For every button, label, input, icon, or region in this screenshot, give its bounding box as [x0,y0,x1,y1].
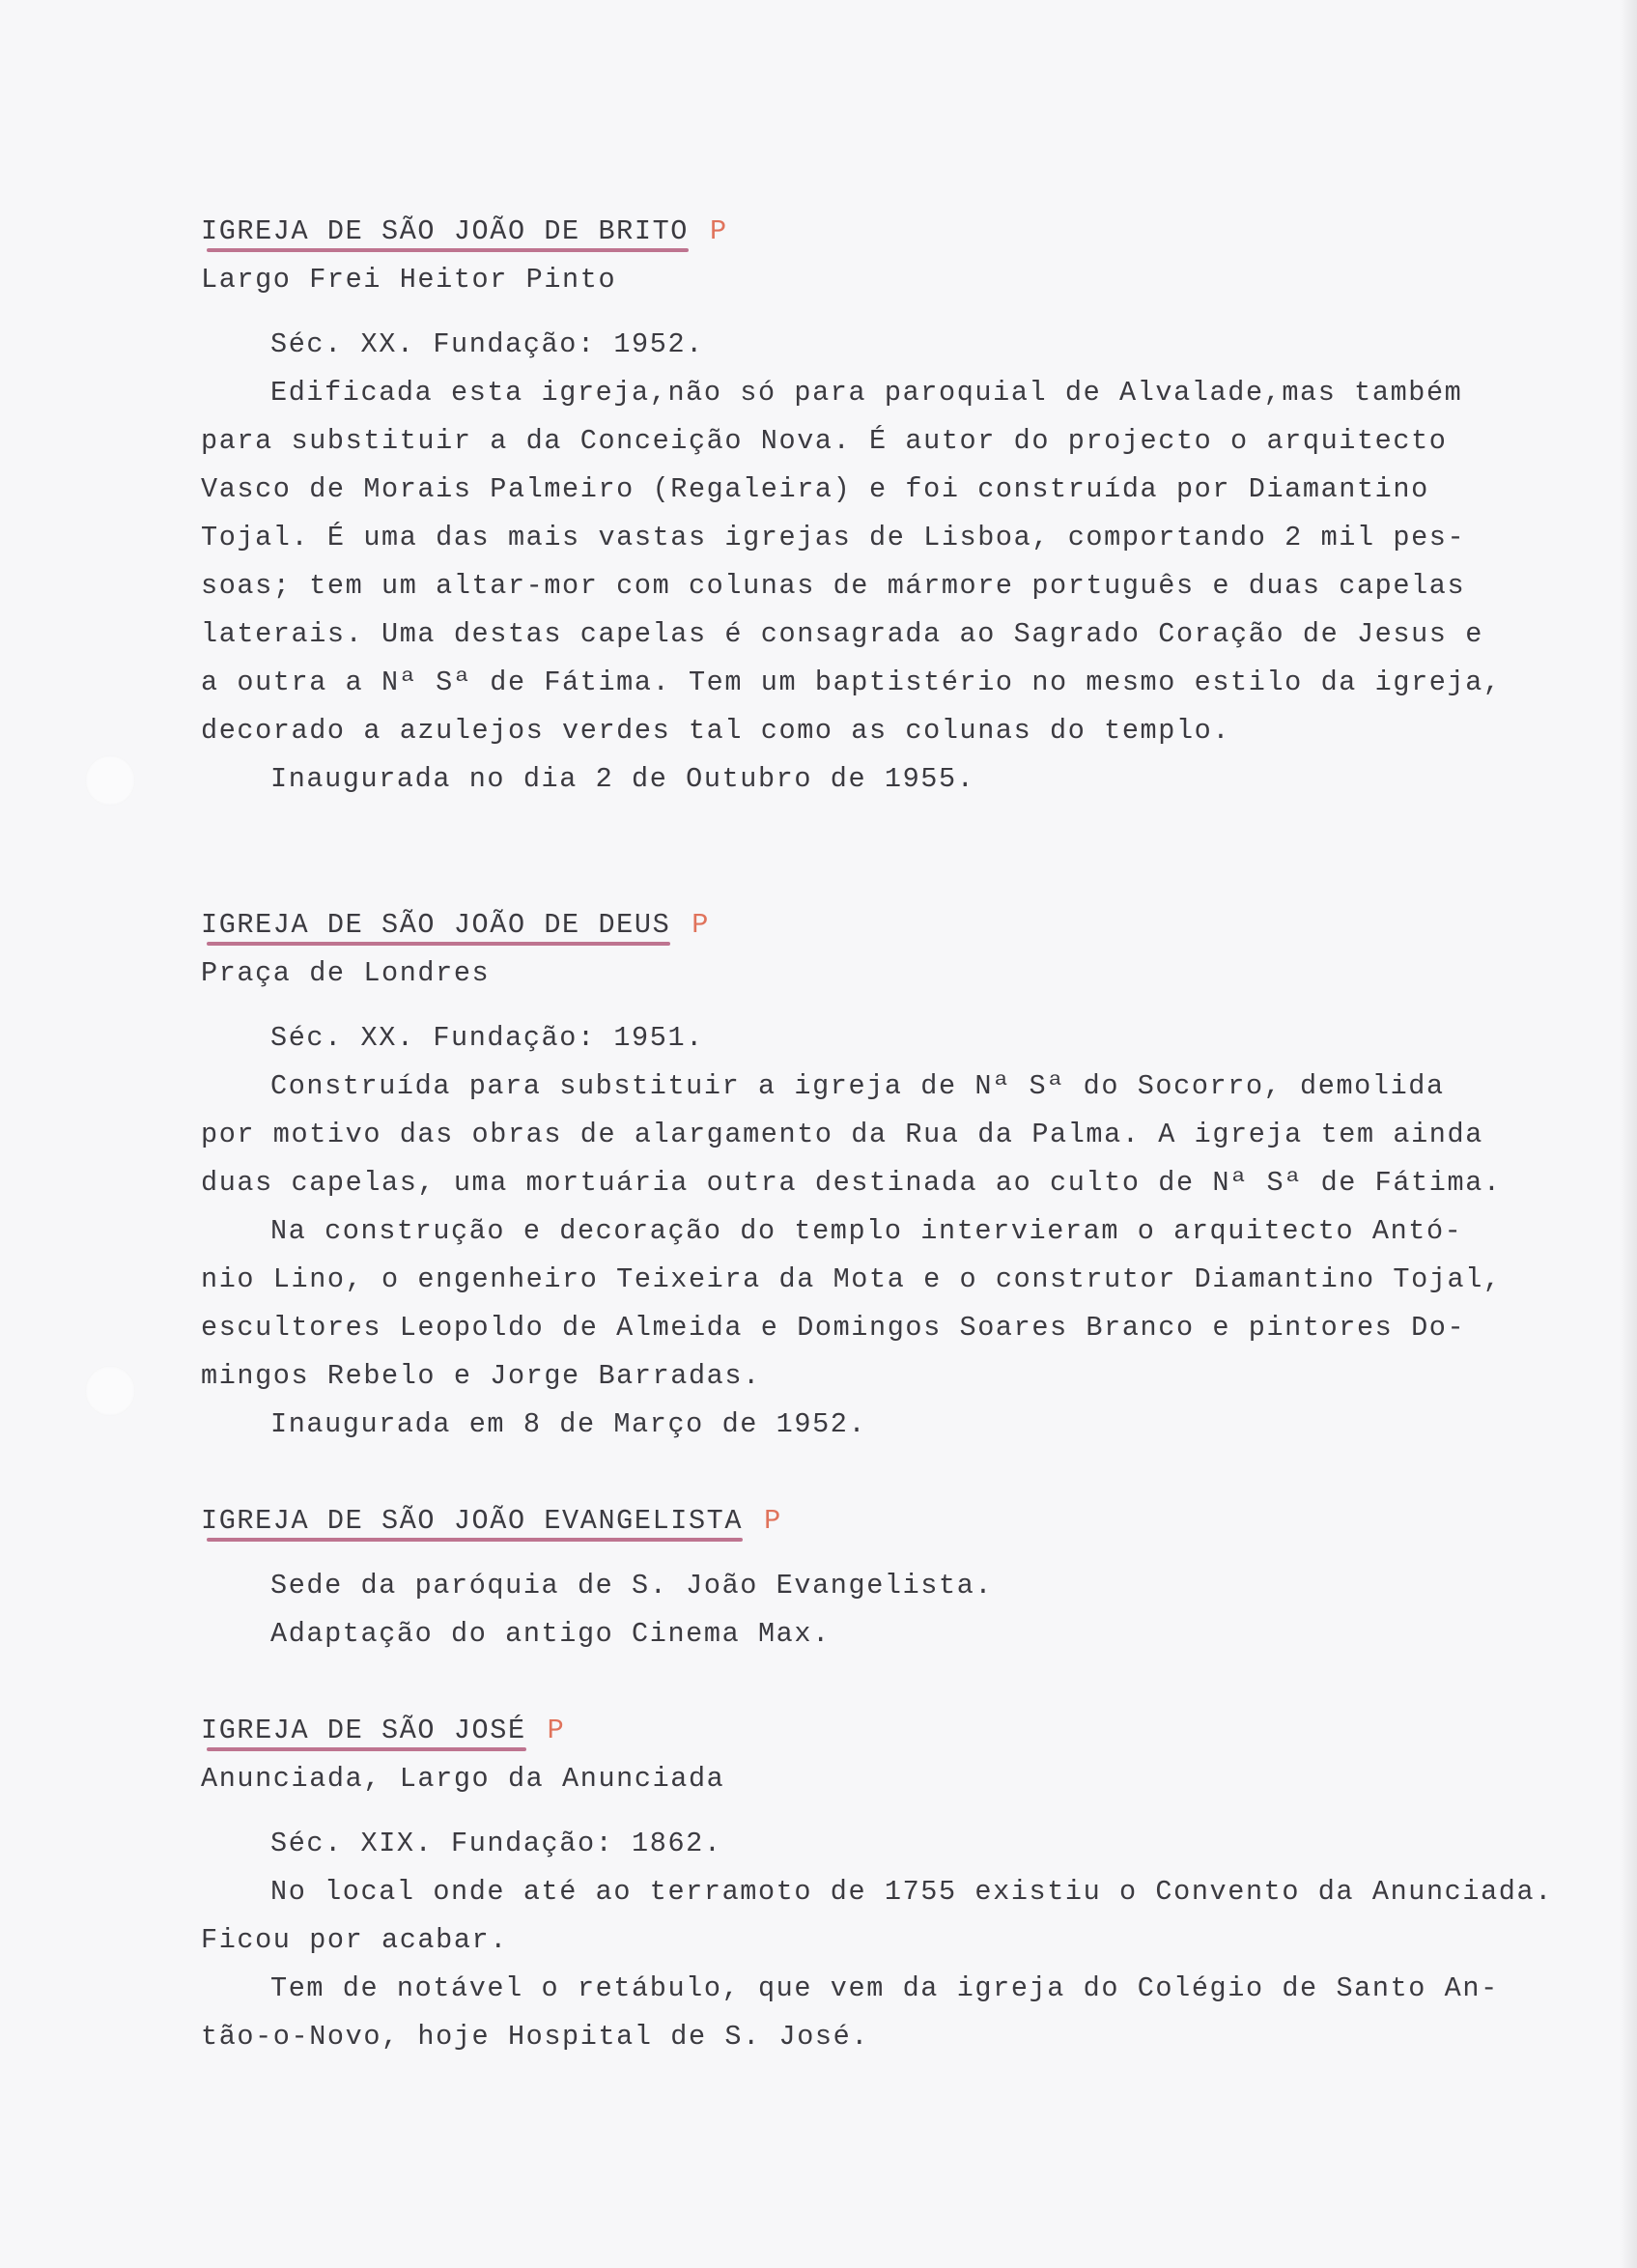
entry-text-line: mingos Rebelo e Jorge Barradas. [201,1360,761,1392]
entry-text-line: Edificada esta igreja,não só para paroquial de Alvalade,mas também [270,377,1463,409]
entry-marker: P [764,1505,781,1537]
entry-text-line: Séc. XX. Fundação: 1951. [270,1022,704,1054]
entry-text-line: Tojal. É uma das mais vastas igrejas de Lisboa, comportando 2 mil pes- [201,522,1466,553]
entry-text-line: Inaugurada em 8 de Março de 1952. [270,1408,867,1440]
entry-marker: P [691,909,709,941]
entry-text-line: tão-o-Novo, hoje Hospital de S. José. [201,2021,870,2053]
entry-text-line: Sede da paróquia de S. João Evangelista. [270,1570,994,1602]
entry-text-line: Séc. XIX. Fundação: 1862. [270,1828,722,1859]
entry-text-line: Ficou por acabar. [201,1924,508,1956]
entry-text-line: laterais. Uma destas capelas é consagrada ao Sagrado Coração de Jesus e [201,618,1483,650]
entry-address: Largo Frei Heitor Pinto [201,264,617,296]
entry-text-line: para substituir a da Conceição Nova. É autor do projecto o arquitecto [201,425,1448,457]
entry-text-line: Vasco de Morais Palmeiro (Regaleira) e foi construída por Diamantino [201,473,1429,505]
punch-hole-bottom [85,1366,135,1416]
entry-heading [201,1715,564,1747]
entry-text-line: No local onde até ao terramoto de 1755 existiu o Convento da Anunciada. [270,1876,1553,1908]
entry-heading [201,909,708,942]
entry-marker: P [709,215,727,247]
entry-text-line: escultores Leopoldo de Almeida e Domingos Soares Branco e pintores Do- [201,1312,1466,1344]
entry-text-line: Na construção e decoração do templo intervieram o arquitecto Antó- [270,1215,1463,1247]
page-edge-shadow [1620,0,1637,2268]
entry-title: IGREJA DE SÃO JOÃO DE DEUS [201,909,671,941]
entry-text-line: Tem de notável o retábulo, que vem da igreja do Colégio de Santo An- [270,1972,1499,2004]
entry-address: Anunciada, Largo da Anunciada [201,1763,725,1795]
entry-text-line: duas capelas, uma mortuária outra destinada ao culto de Nª Sª de Fátima. [201,1167,1502,1199]
entry-title: IGREJA DE SÃO JOÃO EVANGELISTA [201,1505,744,1537]
entry-address: Praça de Londres [201,957,491,989]
punch-hole-top [85,755,135,806]
entry-text-line: Construída para substituir a igreja de Nª Sª do Socorro, demolida [270,1070,1445,1102]
entry-title: IGREJA DE SÃO JOÃO DE BRITO [201,215,689,247]
entry-text-line: a outra a Nª Sª de Fátima. Tem um baptistério no mesmo estilo da igreja, [201,666,1502,698]
entry-marker: P [547,1715,564,1746]
entry-heading [201,215,726,248]
entry-title: IGREJA DE SÃO JOSÉ [201,1715,526,1746]
entry-text-line: nio Lino, o engenheiro Teixeira da Mota e o construtor Diamantino Tojal, [201,1263,1502,1295]
entry-text-line: decorado a azulejos verdes tal como as colunas do templo. [201,715,1231,747]
entry-text-line: Séc. XX. Fundação: 1952. [270,328,704,360]
entry-text-line: Inaugurada no dia 2 de Outubro de 1955. [270,763,975,795]
entry-text-line: Adaptação do antigo Cinema Max. [270,1618,831,1650]
entry-heading [201,1505,780,1538]
entry-text-line: soas; tem um altar-mor com colunas de mármore português e duas capelas [201,570,1466,602]
entry-text-line: por motivo das obras de alargamento da Rua da Palma. A igreja tem ainda [201,1119,1483,1150]
